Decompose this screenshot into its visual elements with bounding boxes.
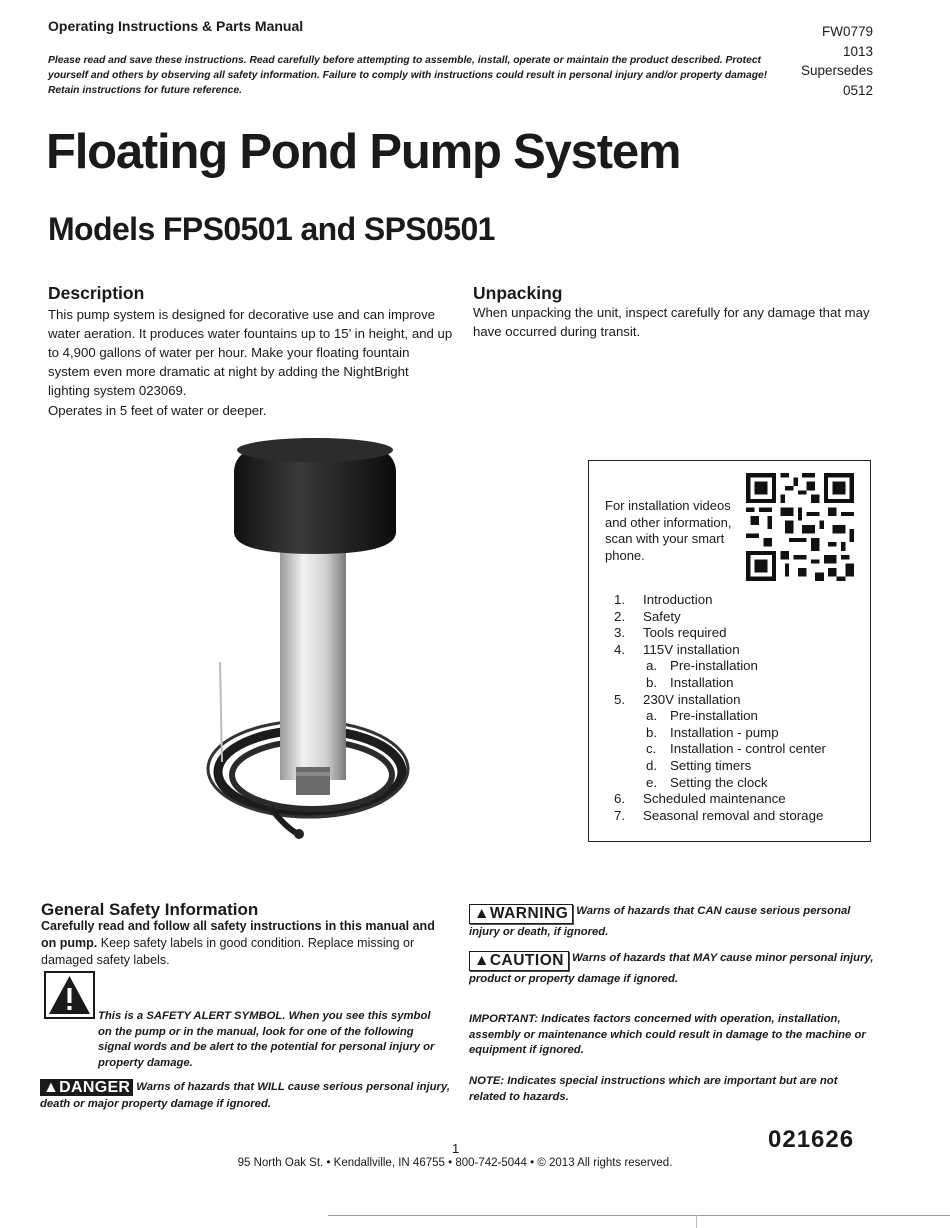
toc-item <box>614 625 826 642</box>
document-number: 021626 <box>768 1126 855 1153</box>
warning-text: Warns of hazards that CAN cause serious personal injury or death, if ignored. <box>469 905 851 938</box>
supersedes-label: Supersedes <box>800 63 873 78</box>
toc-item <box>614 642 826 659</box>
toc-item-number: 4. <box>614 641 626 657</box>
note-definition: NOTE: Indicates special instructions which are important but are not related to hazards. <box>469 1075 838 1103</box>
toc-subitem <box>614 775 826 792</box>
toc-item-number: 7. <box>614 807 626 823</box>
qr-code-icon[interactable] <box>745 473 855 581</box>
safety-alert-text: This is a SAFETY ALERT SYMBOL. When you see this symbol on the pump or in the manual, look for one of the following signal words and be alert to the potential for personal injury or property damage. <box>98 1010 435 1069</box>
toc-item <box>614 692 826 709</box>
toc-item-number: 6. <box>614 791 626 807</box>
warning-triangle-icon: ▲ <box>474 905 490 922</box>
toc-subitem <box>614 725 826 742</box>
description-heading: Description <box>48 283 145 303</box>
toc-item-label: Safety <box>643 608 681 624</box>
toc-subitem <box>614 758 826 775</box>
toc-subitem-letter: e. <box>646 774 658 790</box>
toc-subitem-letter: b. <box>646 674 658 690</box>
toc-subitem-letter: c. <box>646 741 657 757</box>
danger-definition <box>40 1079 450 1112</box>
page-number: 1 <box>452 1141 460 1156</box>
caution-text: Warns of hazards that MAY cause minor personal injury, product or property damage if ignored. <box>469 952 874 985</box>
caution-badge <box>469 951 569 971</box>
toc-item-label: Seasonal removal and storage <box>643 807 824 823</box>
toc-subitem-letter: b. <box>646 724 658 740</box>
caution-triangle-icon: ▲ <box>474 952 490 969</box>
unpacking-paragraph: When unpacking the unit, inspect carefully for any damage that may have occurred during transit. <box>473 305 870 339</box>
toc-item-label: Tools required <box>643 625 727 641</box>
read-instructions-warning: Please read and save these instructions. Read carefully before attempting to assemble, install, operate or maintain the product described. Protect yourself and others by observing all safety information. Failure to comply with instructions could result in personal injury and/or property damage! Retain instructions for future reference. <box>48 55 768 96</box>
warning-badge <box>469 904 573 924</box>
safety-heading: General Safety Information <box>41 900 259 919</box>
toc-item-label: Introduction <box>643 592 713 607</box>
safety-intro <box>41 918 451 969</box>
footer-divider <box>328 1215 950 1216</box>
document-codes <box>801 22 873 100</box>
toc-item <box>614 791 826 808</box>
danger-label: DANGER <box>59 1079 131 1096</box>
toc-item-number: 2. <box>614 608 626 624</box>
toc-subitem-letter: d. <box>646 757 658 773</box>
toc-subitem-label: Pre-installation <box>670 658 758 674</box>
danger-triangle-icon: ▲ <box>43 1079 60 1096</box>
toc-item <box>614 609 826 626</box>
manual-type-label: Operating Instructions & Parts Manual <box>48 18 304 34</box>
caution-label: CAUTION <box>489 952 564 969</box>
qr-instructions-text: For installation videos and other information, scan with your smart phone. <box>605 498 732 563</box>
toc-item <box>614 592 826 609</box>
toc-item-label: 230V installation <box>643 691 741 707</box>
toc-subitem-letter: a. <box>646 658 658 674</box>
danger-text: Warns of hazards that WILL cause serious personal injury, death or major property damage if ignored. <box>40 1081 450 1110</box>
company-address: 95 North Oak St. • Kendallville, IN 46755 • 800-742-5044 • © 2013 All rights reserved. <box>237 1157 673 1169</box>
toc-item-number: 3. <box>614 625 626 641</box>
danger-badge <box>40 1079 133 1096</box>
unpacking-heading: Unpacking <box>473 283 563 303</box>
toc-subitem <box>614 658 826 675</box>
toc-subitem <box>614 675 826 692</box>
safety-intro-emphasis: Carefully read and follow all safety instructions in this manual and on pump. <box>41 919 435 950</box>
toc-subitem-label: Setting timers <box>670 757 752 773</box>
safety-intro-rest: Keep safety labels in good condition. Replace missing or damaged safety labels. <box>41 936 415 967</box>
page-title: Floating Pond Pump System <box>46 125 681 179</box>
pump-product-image <box>200 432 430 852</box>
caution-definition <box>469 950 879 987</box>
toc-subitem-label: Installation - pump <box>670 724 779 740</box>
toc-subitem-label: Installation - control center <box>670 741 826 757</box>
supersedes-code: 0512 <box>842 82 873 98</box>
description-paragraph: This pump system is designed for decorative use and can improve water aeration. It produces water fountains up to 15’ in height, and up to 4,900 gallons of water per hour. Make your floating fountain system even more dramatic at night by adding the NightBright lighting system 023069. <box>48 307 453 398</box>
toc-subitem <box>614 708 826 725</box>
toc-item-label: Scheduled maintenance <box>643 791 786 807</box>
toc-item-number: 5. <box>614 691 626 707</box>
toc-subitem-label: Setting the clock <box>670 774 768 790</box>
safety-alert-description <box>41 1009 441 1071</box>
toc-item-number: 1. <box>614 592 626 607</box>
toc-subitem-label: Installation <box>670 674 734 690</box>
toc-subitem-label: Pre-installation <box>670 708 758 724</box>
toc-subitem <box>614 741 826 758</box>
table-of-contents <box>614 592 826 824</box>
footer-divider-tick <box>696 1215 697 1228</box>
warning-definition <box>469 903 879 940</box>
toc-item-label: 115V installation <box>643 641 740 657</box>
form-code: FW0779 <box>821 24 873 39</box>
date-code: 1013 <box>842 43 873 59</box>
depth-requirement: Operates in 5 feet of water or deeper. <box>48 403 267 418</box>
model-subtitle: Models FPS0501 and SPS0501 <box>48 211 495 247</box>
warning-label: WARNING <box>489 905 569 922</box>
important-definition: IMPORTANT: Indicates factors concerned with operation, installation, assembly or maintenance which could result in damage to the machine or equipment if ignored. <box>469 1013 866 1056</box>
toc-item <box>614 808 826 825</box>
toc-subitem-letter: a. <box>646 708 658 724</box>
